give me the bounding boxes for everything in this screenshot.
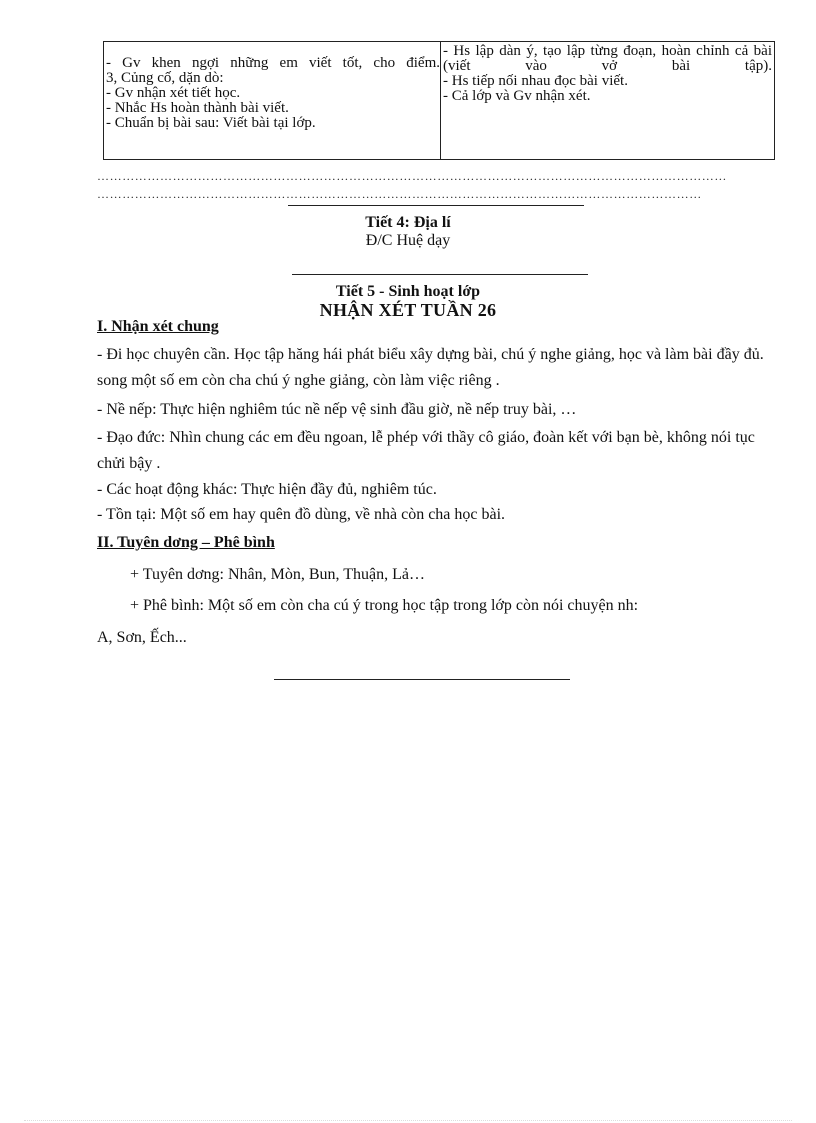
section1-paragraph: - Tồn tại: Một số em hay quên đồ dùng, về nhà còn cha học bài.	[97, 506, 506, 523]
dotted-line: ………………………………………………………………………………………………………………………………	[97, 188, 702, 200]
table-right-line: - Cả lớp và Gv nhận xét.	[443, 88, 591, 104]
table-left-line: - Gv nhận xét tiết học.	[106, 85, 241, 101]
separator-rule	[292, 274, 588, 275]
lesson5-title: Tiết 5 - Sinh hoạt lớp	[335, 283, 481, 300]
criticism-line: + Phê bình: Một số em còn cha cú ý trong học tập trong lớp còn nói chuyện nh:	[130, 597, 639, 614]
table-right-line: - Hs tiếp nối nhau đọc bài viết.	[443, 73, 628, 89]
lesson4-teacher: Đ/C Huệ dạy	[365, 232, 451, 249]
table-left-line: - Gv khen ngợi những em viết tốt, cho điểm.	[106, 55, 440, 71]
section1-paragraph: - Các hoạt động khác: Thực hiện đầy đủ, nghiêm túc.	[97, 481, 437, 498]
table-right-line: - Hs lập dàn ý, tạo lập từng đoạn, hoàn chỉnh cả bài (viết vào vở bài tập).	[443, 43, 772, 74]
section2-heading: II. Tuyên dơng – Phê bình	[97, 534, 275, 551]
section1-paragraph: - Nề nếp: Thực hiện nghiêm túc nề nếp vệ sinh đầu giờ, nề nếp truy bài, …	[97, 401, 577, 418]
section1-paragraph: - Đi học chuyên cần. Học tập hăng hái phát biểu xây dựng bài, chú ý nghe giảng, học và làm bài đầy đủ. song một số em còn cha chú ý nghe giảng, còn làm việc riêng .	[97, 346, 764, 389]
table-left-line: - Chuẩn bị bài sau: Viết bài tại lớp.	[106, 115, 316, 131]
section1-heading: I. Nhận xét chung	[97, 318, 219, 335]
table-cell-student	[441, 42, 774, 159]
praise-line: + Tuyên dơng: Nhân, Mòn, Bun, Thuận, Lả…	[130, 566, 425, 583]
section1-paragraph: - Đạo đức: Nhìn chung các em đều ngoan, lễ phép với thầy cô giáo, đoàn kết với bạn bè, không nói tục chửi bậy .	[97, 429, 755, 472]
lesson4-title: Tiết 4: Địa lí	[365, 214, 451, 231]
table-left-line: 3, Củng cố, dặn dò:	[106, 70, 224, 86]
table-left-line: - Nhắc Hs hoàn thành bài viết.	[106, 100, 289, 116]
criticism-names: A, Sơn, Ếch...	[97, 629, 187, 646]
lesson5-subtitle: NHẬN XÉT TUẦN 26	[319, 300, 497, 320]
separator-rule	[288, 205, 584, 206]
page-bottom-border	[24, 1120, 792, 1121]
dotted-line: ……………………………………………………………………………………………………………………………………	[97, 170, 727, 182]
lesson-table	[103, 41, 775, 160]
separator-rule	[274, 679, 570, 680]
table-cell-teacher	[104, 42, 441, 159]
